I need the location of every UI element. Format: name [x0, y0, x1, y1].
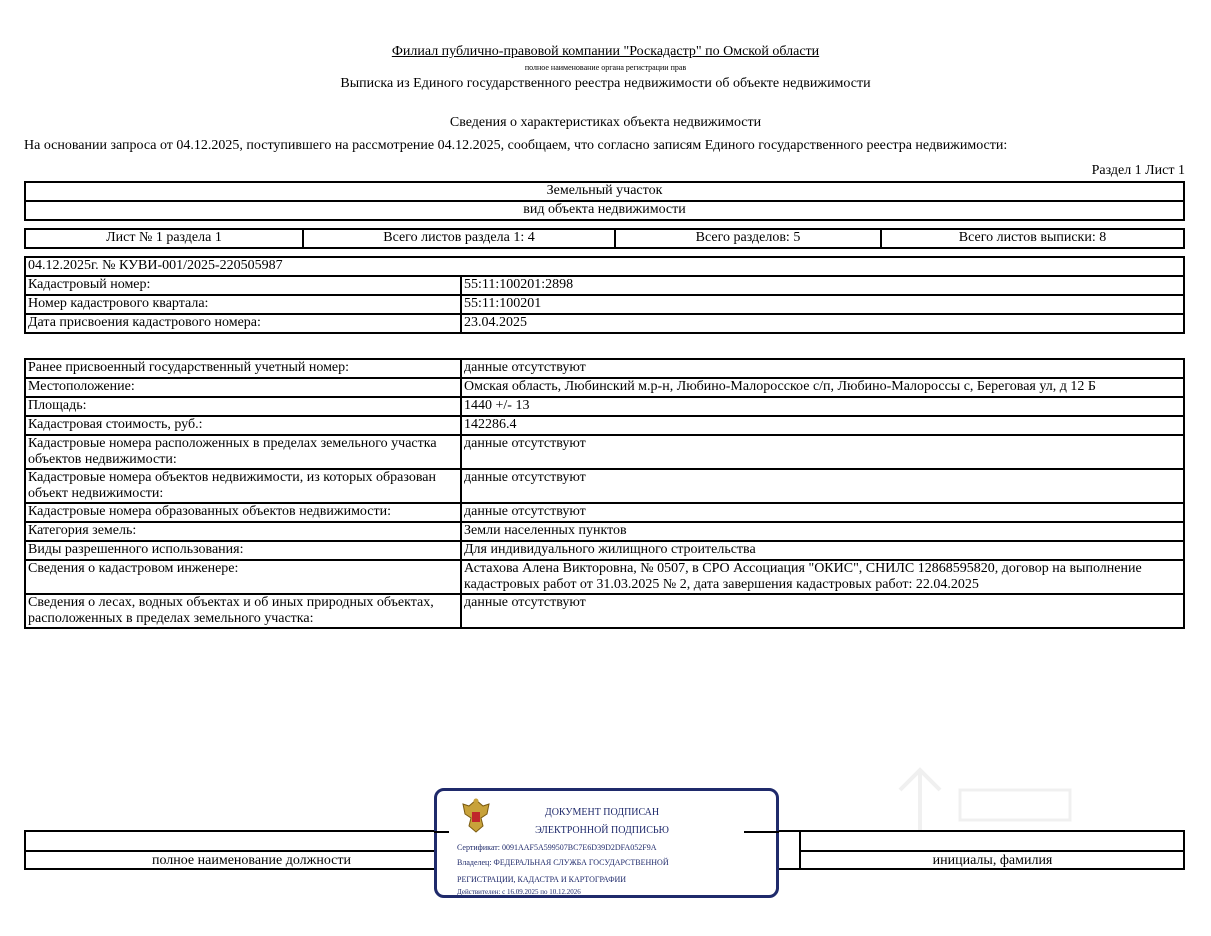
row-value: Земли населенных пунктов: [461, 522, 1184, 541]
stamp-owner-line1: Владелец: ФЕДЕРАЛЬНАЯ СЛУЖБА ГОСУДАРСТВЕННОЙ: [457, 858, 669, 867]
row-value: 55:11:100201:2898: [461, 276, 1184, 295]
stamp-owner-line2: РЕГИСТРАЦИИ, КАДАСТРА И КАРТОГРАФИИ: [457, 875, 627, 884]
table-row: [25, 276, 1184, 295]
row-label: Площадь:: [25, 397, 461, 416]
table-row: [25, 359, 1184, 378]
signature-line-left: [24, 850, 434, 852]
row-label: Виды разрешенного использования:: [25, 541, 461, 560]
object-type-caption: вид объекта недвижимости: [25, 201, 1184, 220]
row-label: Кадастровые номера объектов недвижимости, из которых образован объект недвижимости:: [25, 469, 461, 503]
total-sections: Всего разделов: 5: [615, 229, 881, 248]
stamp-title-line1: ДОКУМЕНТ ПОДПИСАН: [544, 807, 660, 818]
table-row: [25, 541, 1184, 560]
stamp-certificate: Сертификат: 0091AAF5A599507BC7E6D39D2DFA052F9A: [457, 843, 657, 852]
watermark-logo: [890, 760, 1090, 840]
stamp-connector-right: [744, 831, 779, 833]
row-value: Омская область, Любинский м.р-н, Любино-Малоросское с/п, Любино-Малороссы с, Береговая ул, д 12 Б: [461, 378, 1184, 397]
row-value: данные отсутствуют: [461, 594, 1184, 628]
position-caption: полное наименование должности: [151, 853, 352, 868]
stamp-title-line2: ЭЛЕКТРОННОЙ ПОДПИСЬЮ: [535, 825, 669, 836]
record-number: 04.12.2025г. № КУВИ-001/2025-220505987: [25, 257, 1184, 276]
section-title: Сведения о характеристиках объекта недвижимости: [449, 115, 762, 130]
request-basis-text: На основании запроса от 04.12.2025, поступившего на рассмотрение 04.12.2025, сообщаем, что согласно записям Единого государственного реестра недвижимости:: [24, 138, 1008, 153]
row-value: данные отсутствуют: [461, 435, 1184, 469]
organization-name: Филиал публично-правовой компании "Роскадастр" по Омской области: [391, 44, 820, 59]
row-value: 142286.4: [461, 416, 1184, 435]
table-row: [25, 314, 1184, 333]
stamp-connector-left: [434, 831, 449, 833]
row-label: Сведения о лесах, водных объектах и об иных природных объектах, расположенных в пределах земельного участка:: [25, 594, 461, 628]
row-label: Местоположение:: [25, 378, 461, 397]
object-type-table: [24, 181, 1185, 221]
object-type-name: Земельный участок: [25, 182, 1184, 201]
row-value: данные отсутствуют: [461, 469, 1184, 503]
table-row: [25, 435, 1184, 469]
table-row: [25, 594, 1184, 628]
stamp-validity: Действителен: с 16.09.2025 по 10.12.2026: [457, 888, 581, 896]
table-row: [25, 397, 1184, 416]
electronic-signature-stamp: [434, 788, 779, 898]
row-value: данные отсутствуют: [461, 359, 1184, 378]
registration-table: [24, 256, 1185, 334]
section-sheet-label: Раздел 1 Лист 1: [1091, 163, 1185, 178]
sheets-info-table: [24, 228, 1185, 249]
organization-caption: полное наименование органа регистрации прав: [524, 63, 687, 72]
row-label: Дата присвоения кадастрового номера:: [25, 314, 461, 333]
row-value: Для индивидуального жилищного строительства: [461, 541, 1184, 560]
row-label: Кадастровая стоимость, руб.:: [25, 416, 461, 435]
coat-of-arms-icon: [459, 796, 493, 836]
signature-line-right: [799, 850, 1185, 852]
total-extract-sheets: Всего листов выписки: 8: [881, 229, 1184, 248]
sheet-number: Лист № 1 раздела 1: [25, 229, 303, 248]
row-value: 23.04.2025: [461, 314, 1184, 333]
row-value: данные отсутствуют: [461, 503, 1184, 522]
table-row: [25, 295, 1184, 314]
row-value: Астахова Алена Викторовна, № 0507, в СРО Ассоциация "ОКИС", СНИЛС 12868595820, договор на выполнение кадастровых работ от 31.03.2025 № 2, дата завершения кадастровых работ: 22.04.2025: [461, 560, 1184, 594]
document-title: Выписка из Единого государственного реестра недвижимости об объекте недвижимости: [340, 76, 871, 91]
row-label: Кадастровый номер:: [25, 276, 461, 295]
table-row: [25, 560, 1184, 594]
table-row: [25, 503, 1184, 522]
row-label: Сведения о кадастровом инженере:: [25, 560, 461, 594]
table-row: [25, 378, 1184, 397]
row-label: Категория земель:: [25, 522, 461, 541]
name-caption: инициалы, фамилия: [932, 853, 1053, 868]
row-label: Кадастровые номера расположенных в пределах земельного участка объектов недвижимости:: [25, 435, 461, 469]
row-label: Номер кадастрового квартала:: [25, 295, 461, 314]
table-row: [25, 469, 1184, 503]
table-row: [25, 522, 1184, 541]
total-section-sheets: Всего листов раздела 1: 4: [303, 229, 615, 248]
row-value: 55:11:100201: [461, 295, 1184, 314]
row-label: Ранее присвоенный государственный учетный номер:: [25, 359, 461, 378]
table-row: [25, 416, 1184, 435]
row-label: Кадастровые номера образованных объектов недвижимости:: [25, 503, 461, 522]
row-value: 1440 +/- 13: [461, 397, 1184, 416]
details-table: [24, 358, 1185, 629]
